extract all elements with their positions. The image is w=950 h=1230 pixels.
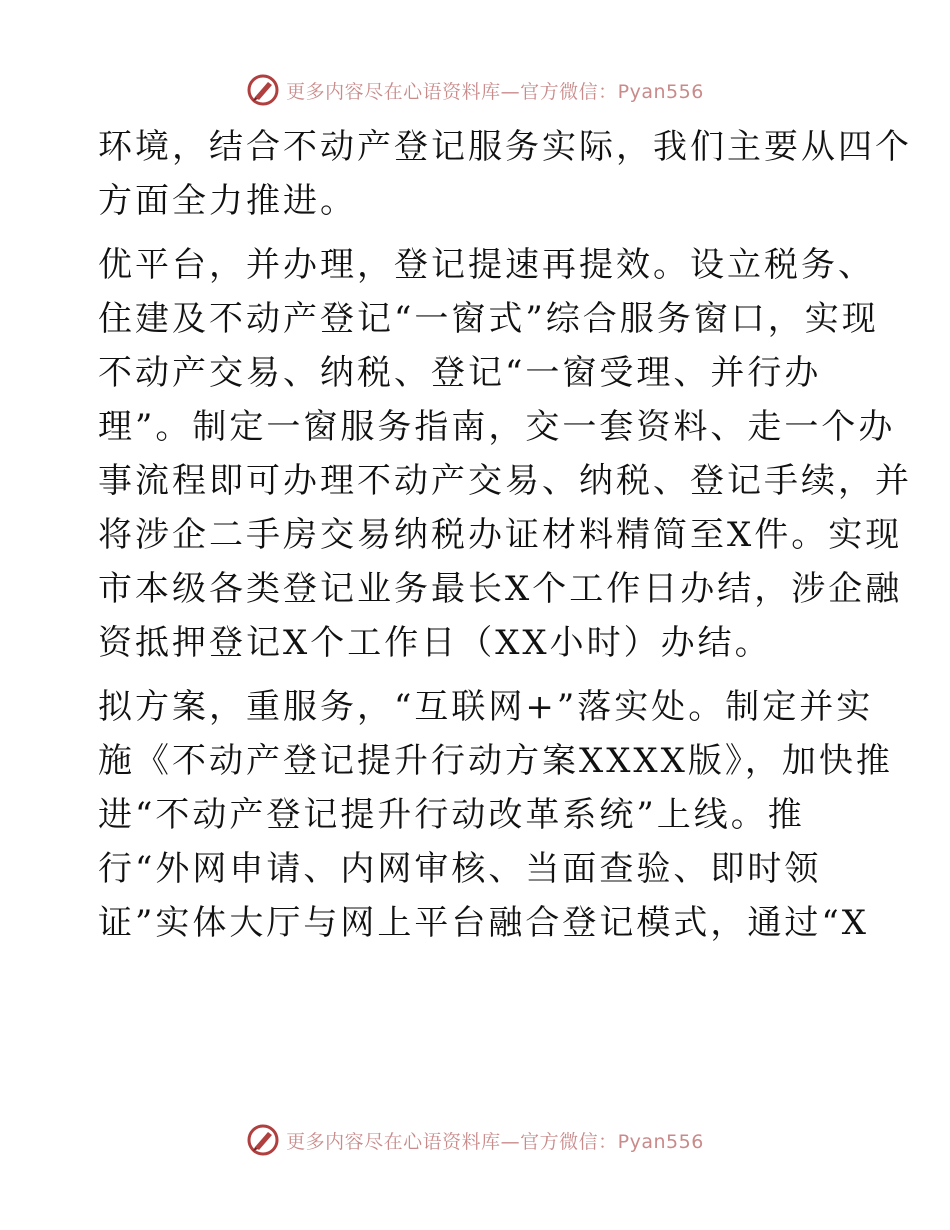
paragraph <box>98 238 912 670</box>
footer-watermark <box>0 1120 950 1160</box>
text-line: 资抵押登记X个工作日（XX小时）办结。 <box>98 623 772 663</box>
header-watermark <box>0 70 950 110</box>
pen-seal-icon <box>246 73 280 107</box>
text-line: 方面全力推进。 <box>98 181 357 221</box>
text-line: 将涉企二手房交易纳税办证材料精简至X件。实现 <box>98 515 903 555</box>
text-line: 市本级各类登记业务最长X个工作日办结，涉企融 <box>98 569 903 609</box>
watermark-text: 更多内容尽在心语资料库—官方微信：Pyan556 <box>286 80 704 103</box>
text-line: 理”。制定一窗服务指南，交一套资料、走一个办 <box>98 407 896 447</box>
text-line: 进“不动产登记提升行动改革系统”上线。推 <box>98 795 805 835</box>
text-line: 施《不动产登记提升行动方案XXXX版》，加快推 <box>98 741 893 781</box>
text-line: 环境，结合不动产登记服务实际，我们主要从四个 <box>98 127 912 167</box>
text-line: 住建及不动产登记“一窗式”综合服务窗口，实现 <box>98 299 879 339</box>
document-body <box>98 120 912 960</box>
watermark-text: 更多内容尽在心语资料库—官方微信：Pyan556 <box>286 1130 704 1153</box>
text-line: 优平台，并办理，登记提速再提效。设立税务、 <box>98 245 875 285</box>
paragraph <box>98 120 912 228</box>
paragraph <box>98 680 893 950</box>
text-line: 不动产交易、纳税、登记“一窗受理、并行办 <box>98 353 822 393</box>
text-line: 行“外网申请、内网审核、当面查验、即时领 <box>98 849 822 889</box>
text-line: 拟方案，重服务，“互联网+”落实处。制定并实 <box>98 687 874 727</box>
text-line: 事流程即可办理不动产交易、纳税、登记手续，并 <box>98 461 912 501</box>
pen-seal-icon <box>246 1123 280 1157</box>
text-line: 证”实体大厅与网上平台融合登记模式，通过“X <box>98 903 869 943</box>
